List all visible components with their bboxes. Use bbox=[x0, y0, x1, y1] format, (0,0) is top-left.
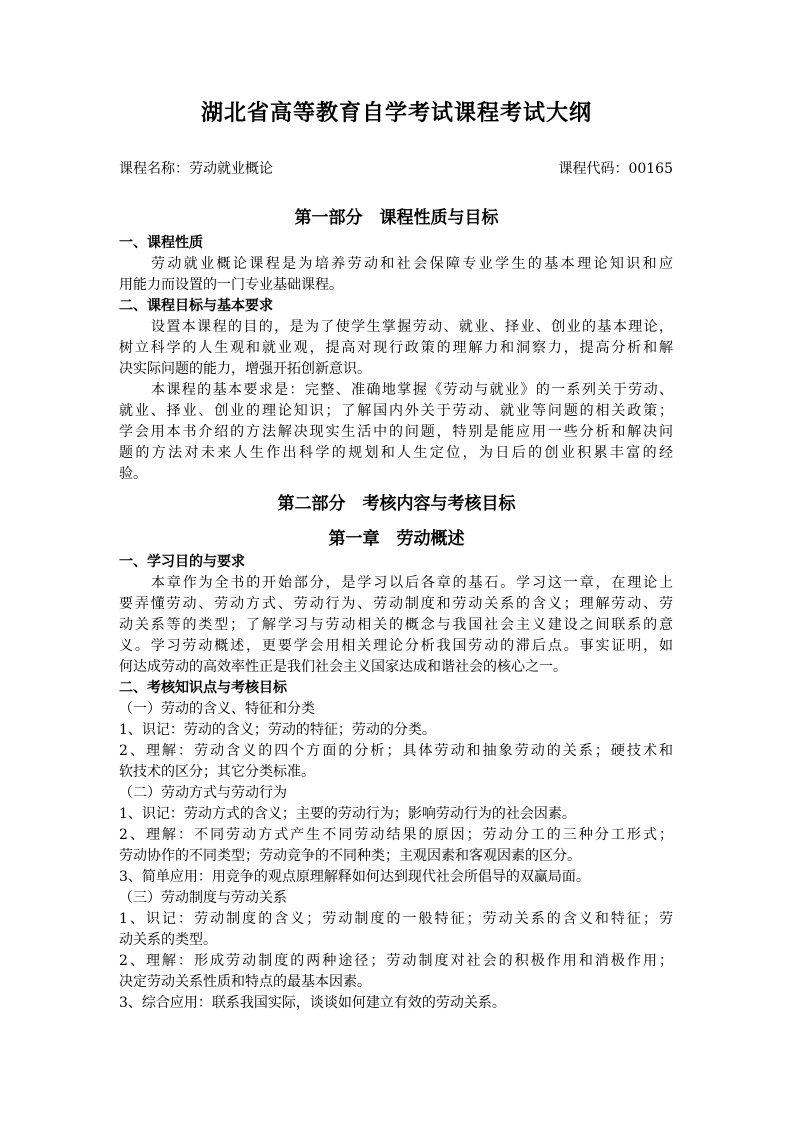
section-heading: 一、学习目的与要求 bbox=[119, 554, 245, 570]
subsection-heading: （一）劳动的含义、特征和分类 bbox=[119, 701, 315, 717]
paragraph-line: 验。 bbox=[119, 466, 147, 482]
paragraph-line: 用能力而设置的一门专业基础课程。 bbox=[119, 277, 343, 293]
section-heading: 一、课程性质 bbox=[119, 235, 203, 251]
paragraph-line: 决实际问题的能力，增强开拓创新意识。 bbox=[119, 361, 371, 377]
course-info-row bbox=[119, 158, 673, 178]
list-item-continued: 决定劳动关系性质和特点的最基本因素。 bbox=[119, 974, 371, 990]
list-item-continued: 动关系的类型。 bbox=[119, 932, 217, 948]
part2-body bbox=[119, 552, 673, 1014]
course-name: 课程名称：劳动就业概论 bbox=[119, 161, 273, 177]
paragraph-line: 本课程的基本要求是：完整、准确地掌握《劳动与就业》的一系列关于劳动、 bbox=[151, 382, 673, 398]
section-heading: 二、考核知识点与考核目标 bbox=[119, 680, 287, 696]
chapter-heading: 第一章 劳动概述 bbox=[328, 529, 465, 549]
list-item: 3、综合应用：联系我国实际，谈谈如何建立有效的劳动关系。 bbox=[119, 995, 506, 1011]
paragraph-line: 义。学习劳动概述，更要学会用相关理论分析我国劳动的滞后点。事实证明，如 bbox=[119, 638, 673, 654]
paragraph-line: 题的方法对未来人生作出科学的规划和人生定位，为日后的创业积累丰富的经 bbox=[119, 445, 673, 461]
part1-body bbox=[119, 233, 673, 485]
paragraph-line: 设置本课程的目的，是为了使学生掌握劳动、就业、择业、创业的基本理论， bbox=[151, 319, 673, 335]
paragraph-line: 劳动就业概论课程是为培养劳动和社会保障专业学生的基本理论知识和应 bbox=[151, 256, 673, 272]
list-item-continued: 软技术的区分；其它分类标准。 bbox=[119, 764, 315, 780]
list-item: 1、识记：劳动制度的含义；劳动制度的一般特征；劳动关系的含义和特征；劳 bbox=[119, 911, 673, 927]
part1-heading: 第一部分 课程性质与目标 bbox=[294, 208, 499, 228]
subsection-heading: （二）劳动方式与劳动行为 bbox=[119, 785, 287, 801]
paragraph-line: 要弄懂劳动、劳动方式、劳动行为、劳动制度和劳动关系的含义；理解劳动、劳 bbox=[119, 596, 673, 612]
list-item: 3、简单应用：用竞争的观点原理解释如何达到现代社会所倡导的双赢局面。 bbox=[119, 869, 590, 885]
part2-heading: 第二部分 考核内容与考核目标 bbox=[277, 494, 516, 514]
paragraph-line: 学会用本书介绍的方法解决现实生活中的问题，特别是能应用一些分析和解决问 bbox=[119, 424, 673, 440]
paragraph-line: 动关系等的类型；了解学习与劳动相关的概念与我国社会主义建设之间联系的意 bbox=[119, 617, 673, 633]
list-item: 2、理解：劳动含义的四个方面的分析；具体劳动和抽象劳动的关系；硬技术和 bbox=[119, 743, 673, 759]
list-item: 2、理解：形成劳动制度的两种途径；劳动制度对社会的积极作用和消极作用； bbox=[119, 953, 673, 969]
list-item: 1、识记：劳动方式的含义；主要的劳动行为；影响劳动行为的社会因素。 bbox=[119, 806, 576, 822]
list-item-continued: 劳动协作的不同类型；劳动竞争的不同种类；主观因素和客观因素的区分。 bbox=[119, 848, 581, 864]
document-title: 湖北省高等教育自学考试课程考试大纲 bbox=[200, 101, 592, 126]
paragraph-line: 就业、择业、创业的理论知识；了解国内外关于劳动、就业等问题的相关政策； bbox=[119, 403, 673, 419]
list-item: 1、识记：劳动的含义；劳动的特征；劳动的分类。 bbox=[119, 722, 436, 738]
subsection-heading: （三）劳动制度与劳动关系 bbox=[119, 890, 287, 906]
paragraph-line: 何达成劳动的高效率性正是我们社会主义国家达成和谐社会的核心之一。 bbox=[119, 659, 567, 675]
paragraph-line: 本章作为全书的开始部分，是学习以后各章的基石。学习这一章，在理论上 bbox=[151, 575, 673, 591]
section-heading: 二、课程目标与基本要求 bbox=[119, 298, 273, 314]
list-item: 2、理解：不同劳动方式产生不同劳动结果的原因；劳动分工的三种分工形式； bbox=[119, 827, 673, 843]
paragraph-line: 树立科学的人生观和就业观，提高对现行政策的理解力和洞察力，提高分析和解 bbox=[119, 340, 673, 356]
course-code: 课程代码：00165 bbox=[558, 161, 673, 177]
